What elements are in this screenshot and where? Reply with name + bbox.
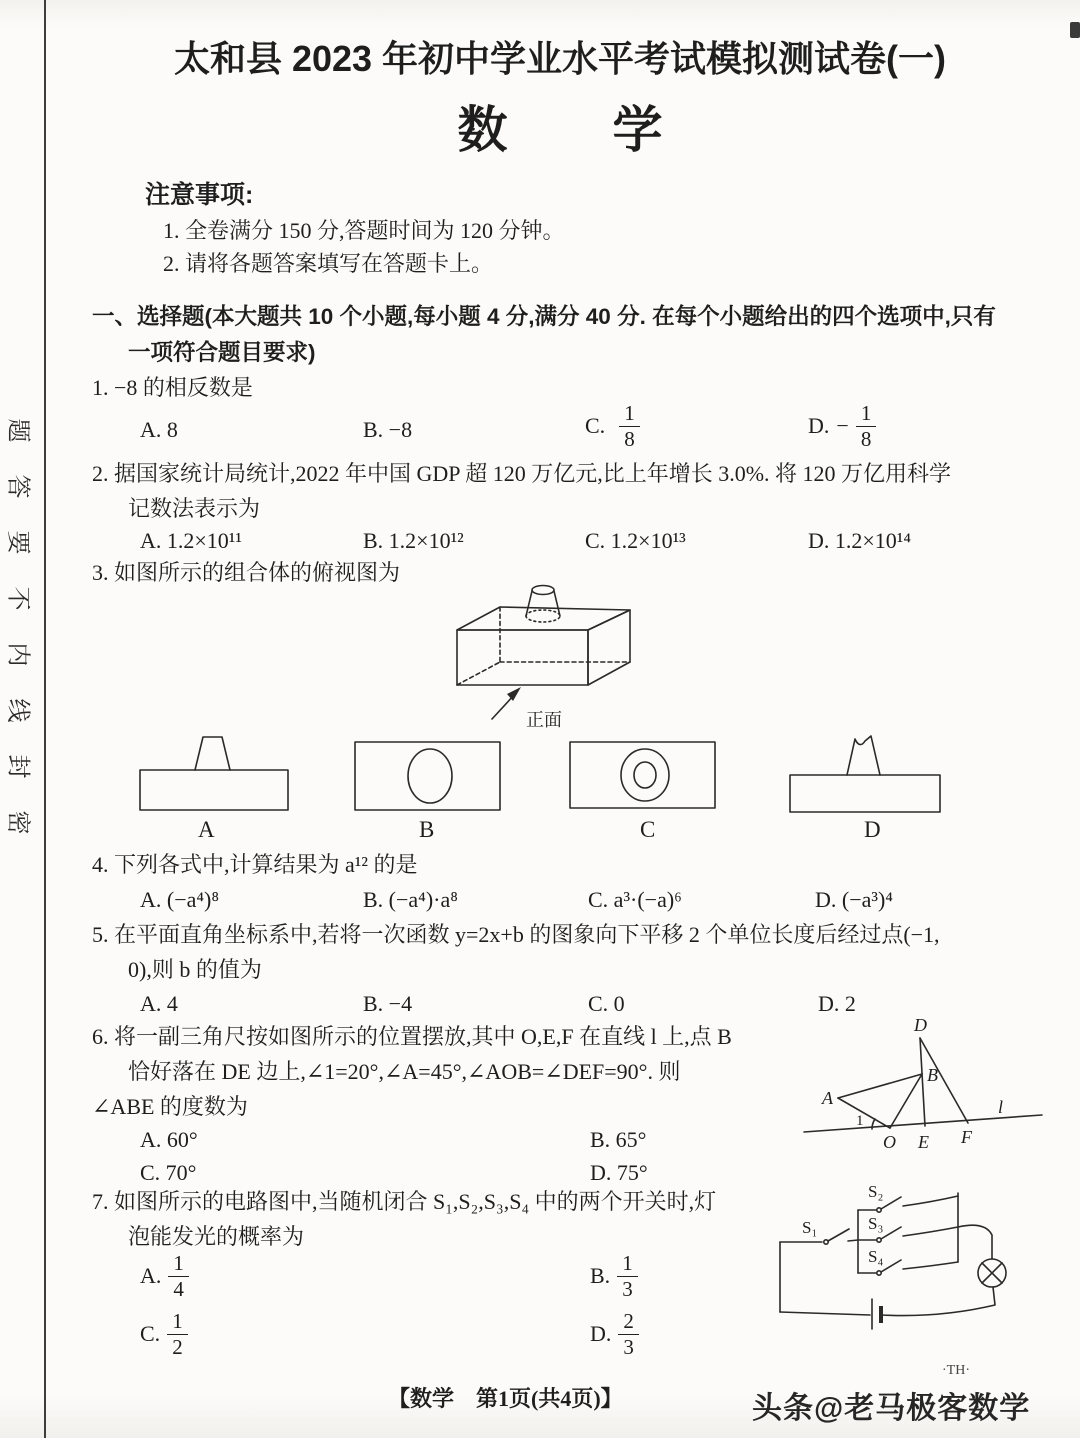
q2-option-b: B. 1.2×10¹² — [363, 528, 464, 553]
point-label-B: B — [927, 1065, 938, 1085]
q2-option-d: D. 1.2×10¹⁴ — [808, 528, 912, 553]
watermark-small: ·TH· — [942, 1363, 970, 1378]
seal-char: 题 — [4, 418, 31, 443]
angle-1-label: 1 — [856, 1113, 864, 1129]
q6-stem-line3: ∠ABE 的度数为 — [92, 1094, 248, 1119]
line-l-label: l — [998, 1097, 1004, 1117]
exam-title: 太和县 2023 年初中学业水平考试模拟测试卷(一) — [173, 38, 947, 79]
section1-header-line1: 一、选择题(本大题共 10 个小题,每小题 4 分,满分 40 分. 在每个小题给出的四个选项中,只有 — [92, 304, 996, 329]
q6-stem-line1: 6. 将一副三角尺按如图所示的位置摆放,其中 O,E,F 在直线 l 上,点 B — [92, 1024, 732, 1049]
q3-option-label-d: D — [864, 817, 881, 842]
front-face-label: 正面 — [526, 710, 562, 730]
q5-option-b: B. −4 — [363, 991, 413, 1016]
q3-option-figure-c — [565, 733, 725, 815]
q6-option-d: D. 75° — [590, 1160, 648, 1185]
q2-stem-line1: 2. 据国家统计局统计,2022 年中国 GDP 超 120 万亿元,比上年增长 3.0%. 将 120 万亿用科学 — [92, 461, 952, 486]
seal-char: 封 — [4, 754, 31, 779]
subject-title — [60, 90, 1060, 162]
fraction-denominator: 3 — [623, 1334, 634, 1359]
q1-stem: 1. −8 的相反数是 — [92, 375, 253, 400]
q2-option-c: C. 1.2×10¹³ — [585, 528, 686, 553]
notice-item-1: 1. 全卷满分 150 分,答题时间为 120 分钟。 — [163, 218, 565, 243]
q1-option-b: B. −8 — [363, 417, 413, 442]
footer-page-label: 【数学 第1页(共4页)】 — [388, 1386, 623, 1411]
seal-char: 要 — [4, 530, 31, 555]
circuit-wires — [780, 1193, 995, 1316]
fraction-denominator: 8 — [624, 426, 635, 451]
fraction-numerator: 1 — [619, 402, 640, 427]
watermark: 头条@老马极客数学 — [752, 1392, 1031, 1425]
triangle-AOB — [838, 1074, 922, 1129]
frustum — [526, 586, 560, 623]
q3-option-label-b: B — [419, 817, 435, 842]
q7-option-d — [590, 1310, 639, 1358]
q6-option-c: C. 70° — [140, 1160, 197, 1185]
point-label-E: E — [918, 1132, 929, 1152]
line-l — [804, 1115, 1042, 1132]
seal-char: 内 — [4, 642, 31, 667]
q1-option-c — [585, 402, 640, 450]
switch-label-s3: S₃ — [868, 1214, 884, 1233]
switch-s1 — [824, 1229, 849, 1244]
q5-stem-line1: 5. 在平面直角坐标系中,若将一次函数 y=2x+b 的图象向下平移 2 个单位长度后经过点(−1, — [92, 922, 940, 947]
fraction-numerator: 1 — [167, 1310, 188, 1335]
option-label: C. — [140, 1321, 161, 1347]
q7-figure-circuit — [760, 1165, 1070, 1355]
point-label-A: A — [822, 1088, 833, 1108]
seal-char: 答 — [4, 474, 31, 499]
q3-option-label-a: A — [198, 817, 215, 842]
fraction-denominator: 8 — [860, 426, 872, 451]
option-label: D. — [808, 413, 830, 439]
switch-label-s2: S₂ — [868, 1182, 884, 1201]
option-label: C. — [585, 413, 606, 439]
q3-option-figure-b — [350, 733, 510, 815]
q4-option-c: C. a³·(−a)⁶ — [588, 887, 682, 912]
subject-char-left: 数 — [457, 102, 508, 158]
fraction — [167, 1310, 188, 1358]
q2-stem-line2: 记数法表示为 — [128, 496, 261, 521]
fraction-denominator: 4 — [173, 1276, 184, 1301]
fraction-numerator: 2 — [618, 1310, 639, 1335]
section1-header-line2: 一项符合题目要求) — [128, 340, 316, 365]
seal-char: 密 — [4, 810, 31, 835]
q5-option-c: C. 0 — [588, 991, 625, 1016]
option-label: D. — [590, 1321, 612, 1347]
q7-option-a — [140, 1252, 189, 1300]
point-label-O: O — [883, 1132, 896, 1152]
seal-char: 不 — [4, 586, 31, 611]
battery — [872, 1299, 881, 1329]
q4-option-b: B. (−a⁴)·a⁸ — [363, 887, 458, 912]
fraction — [856, 402, 877, 450]
q5-option-a: A. 4 — [140, 991, 178, 1016]
q6-figure-triangles — [798, 1005, 1078, 1155]
point-label-D: D — [914, 1015, 927, 1035]
q1-option-d — [808, 402, 876, 450]
q4-stem: 4. 下列各式中,计算结果为 a¹² 的是 — [92, 852, 418, 877]
fraction — [168, 1252, 189, 1300]
q6-option-b: B. 65° — [590, 1127, 647, 1152]
q3-option-label-c: C — [640, 817, 656, 842]
q3-option-figure-a — [133, 733, 293, 815]
switch-label-s1: S₁ — [802, 1218, 818, 1237]
q5-stem-line2: 0),则 b 的值为 — [128, 957, 262, 982]
fraction-numerator: 1 — [617, 1252, 638, 1277]
bulb — [978, 1259, 1006, 1287]
q3-option-figure-d — [785, 733, 945, 815]
fraction-numerator: 1 — [168, 1252, 189, 1277]
seal-line-divider — [44, 0, 46, 1438]
fraction — [619, 402, 640, 450]
seal-char: 线 — [4, 698, 31, 723]
q5-option-d: D. 2 — [818, 991, 856, 1016]
fraction — [617, 1252, 638, 1300]
q4-option-d: D. (−a³)⁴ — [815, 887, 893, 912]
scan-artifact — [1070, 22, 1080, 38]
option-sign: − — [836, 413, 849, 439]
cuboid — [457, 607, 630, 685]
q6-stem-line2: 恰好落在 DE 边上,∠1=20°,∠A=45°,∠AOB=∠DEF=90°. 则 — [128, 1059, 681, 1084]
fraction — [618, 1310, 639, 1358]
q7-option-c — [140, 1310, 188, 1358]
q3-stem: 3. 如图所示的组合体的俯视图为 — [92, 560, 401, 585]
option-label: A. — [140, 1263, 162, 1289]
q7-option-b — [590, 1252, 638, 1300]
q4-option-a: A. (−a⁴)⁸ — [140, 887, 220, 912]
subject-char-right: 学 — [612, 102, 663, 158]
fraction-numerator: 1 — [856, 402, 877, 427]
q3-figure-composite-solid — [440, 576, 710, 734]
fraction-denominator: 2 — [172, 1334, 183, 1359]
q2-option-a: A. 1.2×10¹¹ — [140, 528, 242, 553]
notice-heading: 注意事项: — [145, 181, 254, 209]
q1-option-a: A. 8 — [140, 417, 178, 442]
q6-option-a: A. 60° — [140, 1127, 198, 1152]
q7-stem-line2: 泡能发光的概率为 — [128, 1224, 305, 1249]
point-label-F: F — [961, 1127, 972, 1147]
q7-stem-line1: 7. 如图所示的电路图中,当随机闭合 S₁,S₂,S₃,S₄ 中的两个开关时,灯 — [92, 1189, 717, 1214]
option-label: B. — [590, 1263, 611, 1289]
switch-label-s4: S₄ — [868, 1247, 884, 1266]
fraction-denominator: 3 — [622, 1276, 633, 1301]
front-face-arrow — [492, 687, 521, 719]
notice-item-2: 2. 请将各题答案填写在答题卡上。 — [163, 251, 494, 276]
